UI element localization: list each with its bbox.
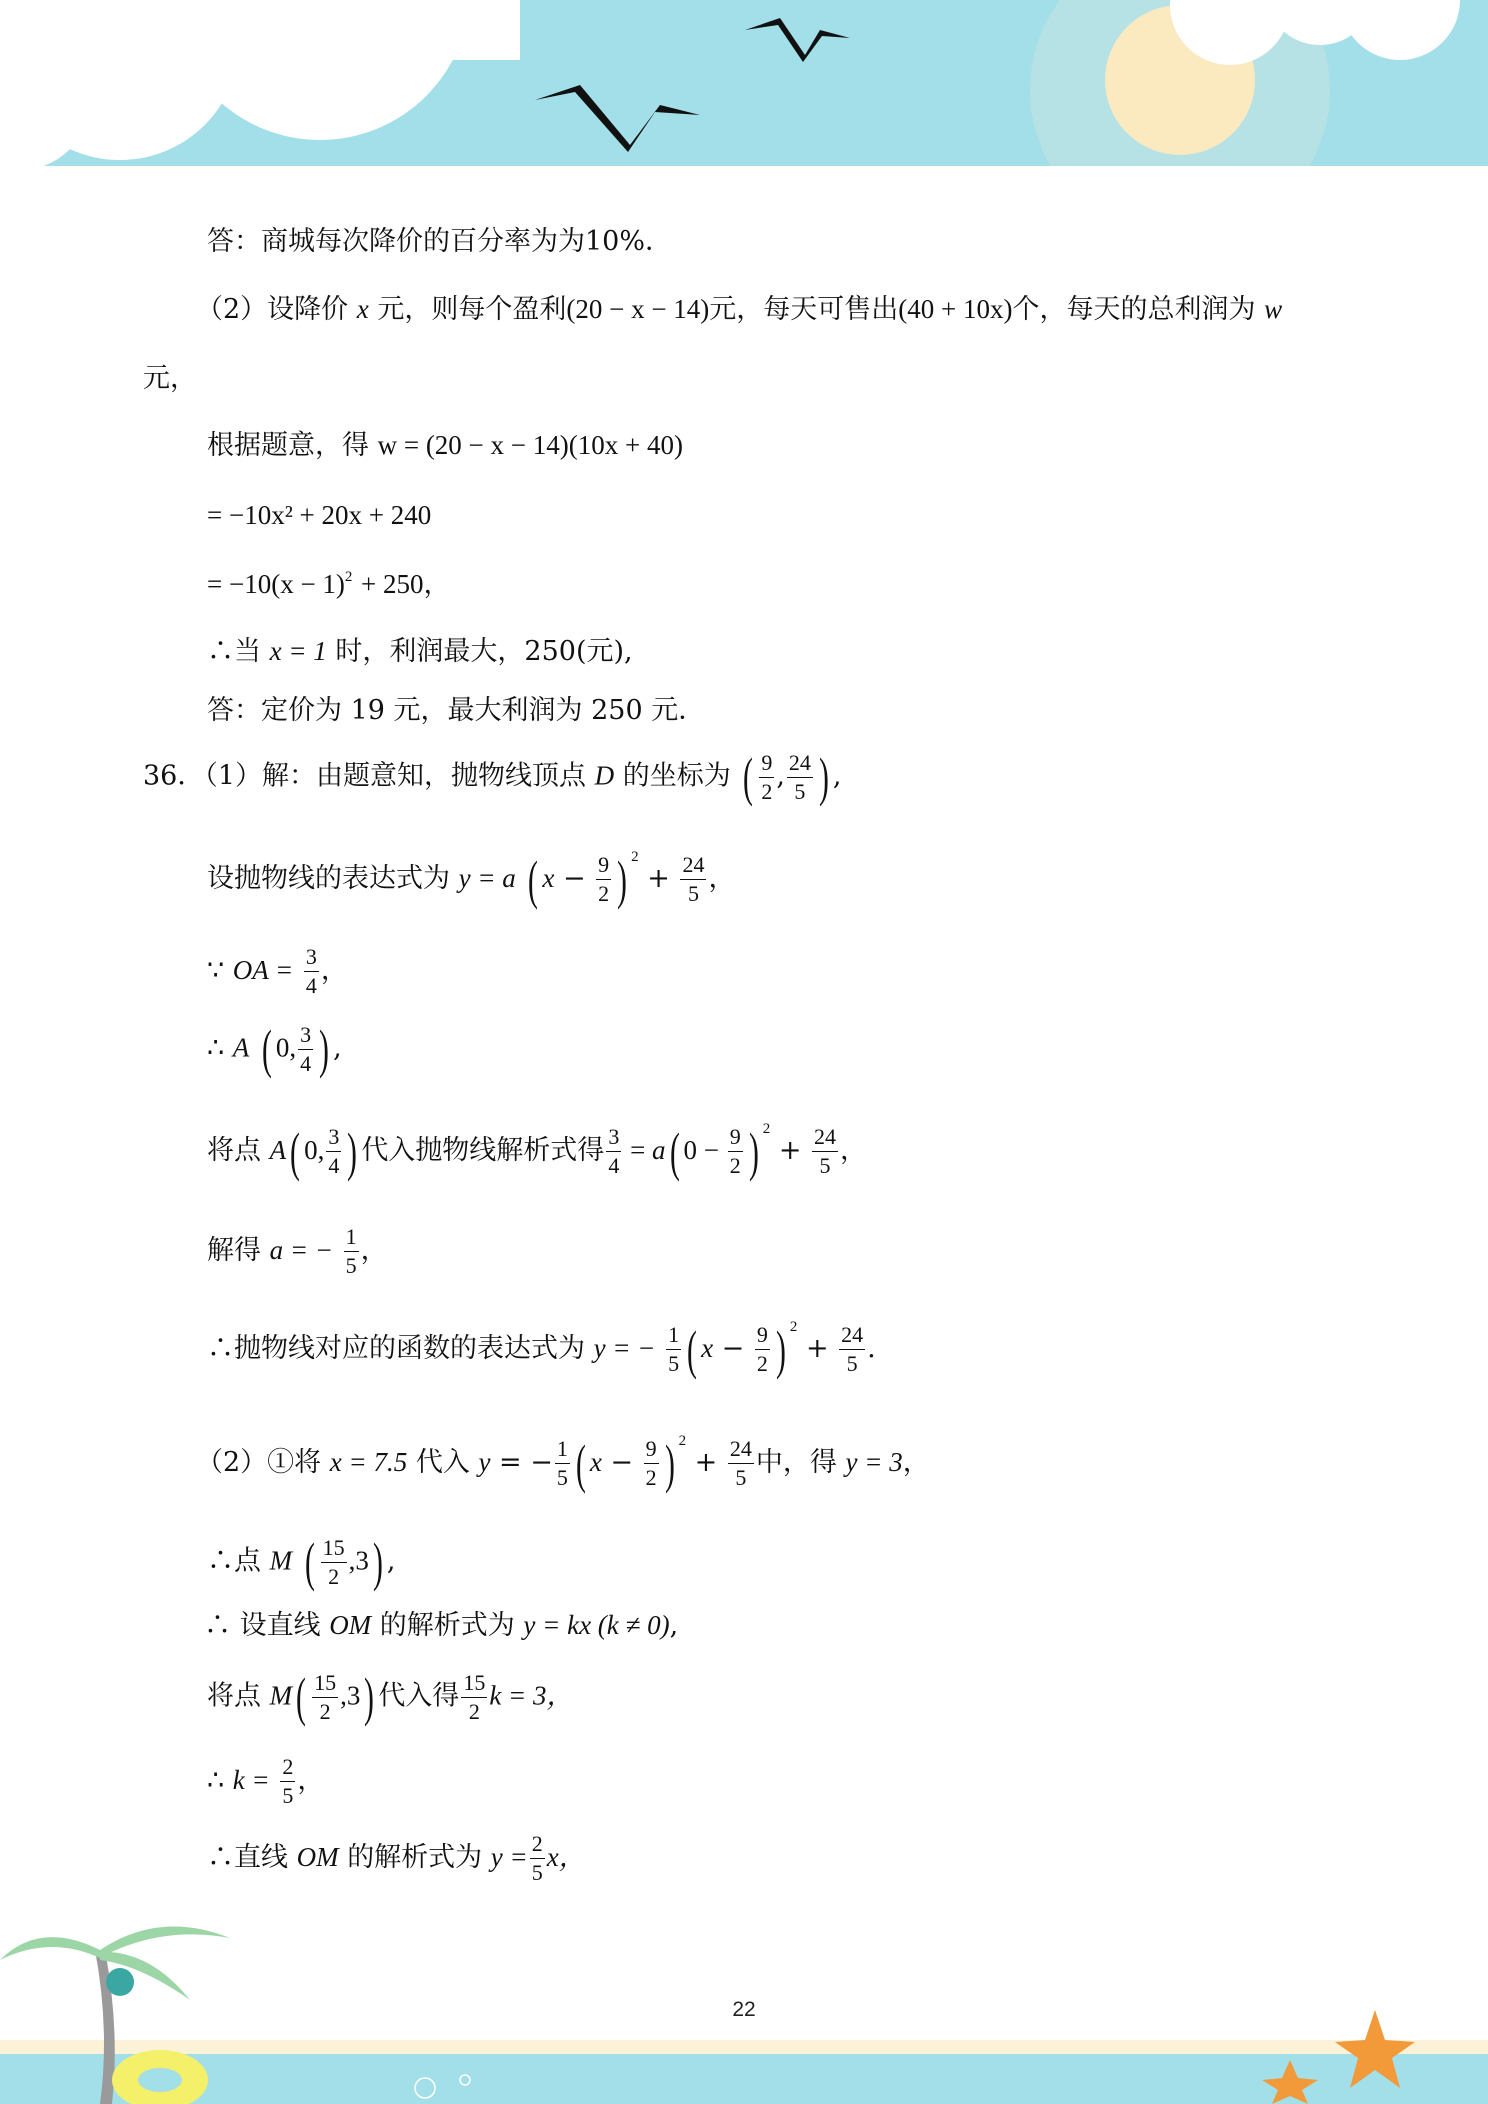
text: 的坐标为 [622, 760, 731, 792]
math: A [232, 1032, 250, 1063]
text: 解得 [207, 1234, 261, 1266]
text: 将点 [207, 1135, 261, 1166]
text: 个，每天的总利润为 [1012, 294, 1256, 325]
math: y = [490, 1841, 528, 1872]
text: （2）①将 [196, 1447, 322, 1478]
footer-decoration [0, 1910, 1488, 2104]
text: 答：定价为 19 元，最大利润为 250 元． [207, 695, 706, 726]
text: ∴ [207, 1764, 225, 1796]
math: y = − [593, 1333, 656, 1363]
math: y = a [458, 863, 516, 893]
math: y = kx (k ≠ 0) [523, 1610, 670, 1640]
substitute-m: 将点 M( $\frac{15}{2}$ ,3) 代入得 $\frac{15}{2}$ k = 3， [207, 1667, 574, 1727]
equation-line-1 [207, 432, 683, 459]
text: 答：商城每次降价的百分率为为10%． [207, 226, 673, 257]
math: + 250， [361, 569, 451, 599]
point-m: ∴点 M ( $\frac{15}{2}$ ,3) , [207, 1532, 396, 1592]
header-decoration [0, 0, 1488, 166]
part2-line [196, 296, 1282, 323]
text: 代入 [415, 1447, 470, 1478]
page-number: 22 [732, 1998, 756, 2021]
math: x， [546, 1841, 586, 1872]
math: = −10(x − 1) [207, 569, 345, 599]
line-om-assume: ∴ 设直线 OM 的解析式为 y = kx (k ≠ 0), [204, 1610, 679, 1641]
text: ∴ [207, 1032, 225, 1064]
part2-substitute: （2）①将 x = 7.5 代入 y = − $\frac{1}{5}$ ( x − $\frac{9}{2}$ ) $^2$ + $\frac{24}{5}$ 中，得 y = 3， [196, 1433, 930, 1494]
q36-line: 36．（1）解：由题意知，抛物线顶点 D 的坐标为 ( $\frac{9}{2}$ , $\frac{24}{5}$ ) , [143, 747, 842, 807]
paren: ) [818, 747, 829, 807]
math: OA = [232, 954, 294, 985]
math: k = [232, 1764, 270, 1795]
expression-line: 设抛物线的表达式为 y = a ( x − $\frac{9}{2}$ ) $^2$ + $\frac{24}{5}$ ， [207, 849, 736, 910]
fraction: $\frac{9}{2}$ [761, 749, 773, 804]
math: x [356, 294, 369, 324]
text: 代入得 [378, 1680, 460, 1712]
paren: ( [743, 747, 754, 807]
line-om-result: ∴直线 OM 的解析式为 y = $\frac{2}{5}$ x， [207, 1831, 586, 1885]
math: D [594, 760, 615, 791]
text: 的解析式为 [379, 1610, 515, 1641]
text: （2）设降价 [196, 294, 349, 325]
math: OM [329, 1610, 372, 1640]
function-expression: ∴抛物线对应的函数的表达式为 y = − $\frac{1}{5}$ ( x − $\frac{9}{2}$ ) $^2$ + $\frac{24}{5}$ . [207, 1319, 876, 1380]
text: 中，得 [755, 1447, 837, 1478]
text: 时，利润最大，250(元), [335, 636, 633, 667]
text: ∵ [207, 954, 225, 986]
math: (20 − x − 14) [566, 294, 710, 324]
text: 根据题意，得 [207, 430, 369, 461]
text: 将点 [207, 1680, 261, 1712]
solve-k: ∴ k = $\frac{2}{5}$ ， [207, 1754, 325, 1808]
math: w = (20 − x − 14)(10x + 40) [377, 430, 683, 460]
answer-line-2 [207, 697, 705, 724]
text: ∴点 [207, 1545, 261, 1577]
text: 元， [143, 363, 197, 394]
conclusion-line [207, 638, 633, 665]
text: 代入抛物线解析式得 [361, 1135, 605, 1166]
math: y = 3 [845, 1447, 903, 1477]
text: 设抛物线的表达式为 [207, 863, 450, 894]
text: 元，则每个盈利 [377, 294, 567, 325]
math: = −10x² + 20x + 240 [207, 500, 432, 530]
math: OM [296, 1841, 339, 1872]
math: k = 3， [489, 1680, 574, 1711]
text: ∴直线 [207, 1841, 288, 1873]
point-a: ∴ A ( 0, $\frac{3}{4}$ ) , [207, 1019, 342, 1079]
text: ∴ 设直线 [204, 1610, 321, 1641]
math: 2 [344, 569, 353, 585]
solve-a: 解得 a = − $\frac{1}{5}$ ， [207, 1224, 388, 1278]
math: a = − [269, 1234, 334, 1265]
math: x = 1 [269, 636, 327, 666]
text: 元，每天可售出 [709, 294, 899, 325]
fraction: $\frac{24}{5}$ [788, 749, 811, 804]
text: ∴抛物线对应的函数的表达式为 [207, 1333, 585, 1364]
text: 36．（1）解：由题意知，抛物线顶点 [143, 760, 587, 792]
math: x = 7.5 [329, 1447, 408, 1477]
equation-line-3 [207, 570, 451, 598]
math: M [269, 1545, 293, 1576]
text: 的解析式为 [347, 1841, 483, 1873]
answer-line-1 [207, 228, 672, 255]
equation-line-2 [207, 502, 431, 529]
substitute-a: 将点 A( 0, $\frac{3}{4}$ ) 代入抛物线解析式得 $\frac{3}{4}$ = a( 0 − $\frac{9}{2}$ ) $^2$ + $\frac{24}{5}$ ， [207, 1121, 868, 1182]
part2-cont [143, 365, 197, 392]
math: w [1264, 294, 1283, 324]
given-oa: ∵ OA = $\frac{3}{4}$ ， [207, 944, 348, 998]
math: (40 + 10x) [898, 294, 1013, 324]
text: ∴当 [207, 636, 261, 667]
